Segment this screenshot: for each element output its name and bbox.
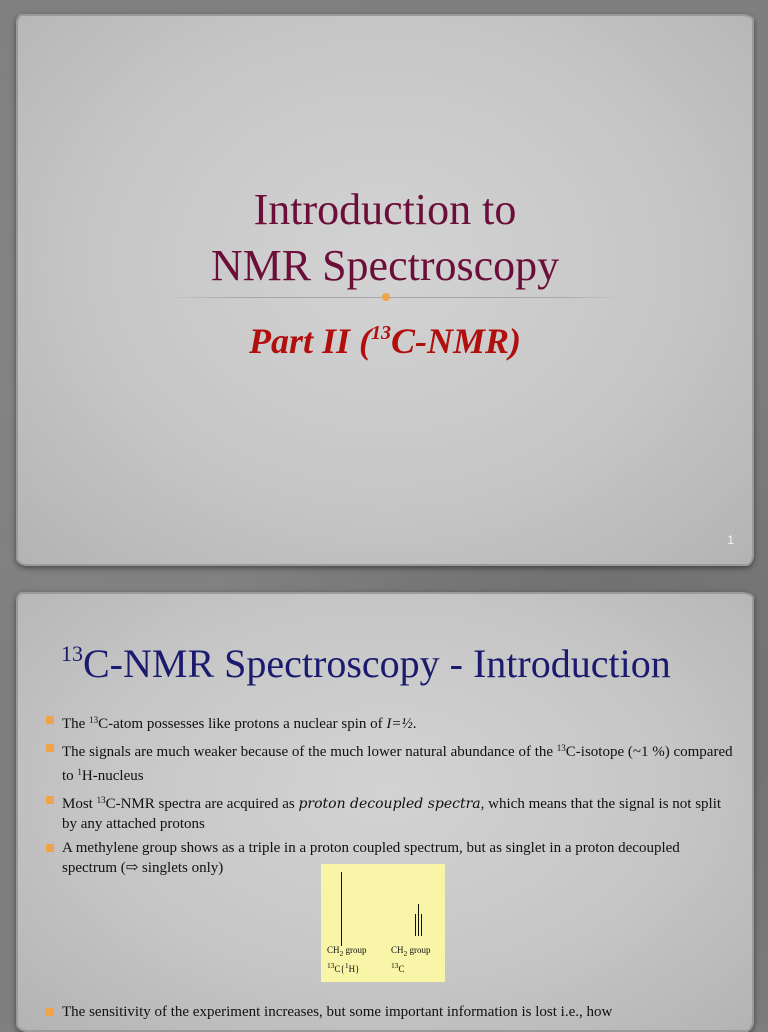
bullet-text: C-isotope (~1 %) compared to (62, 744, 733, 784)
triplet-peak-center (418, 904, 419, 936)
label-sub: 2 (403, 948, 408, 958)
title-sup: 13 (61, 641, 83, 666)
right-spectrum-label-1 (391, 944, 431, 960)
title-line-2: NMR Spectroscopy (210, 241, 560, 290)
bullet-text: The signals are much weaker because of the much lower natural abundance of the (62, 744, 557, 760)
slide-1 (16, 14, 754, 566)
slide-number: 1 (727, 533, 734, 547)
right-spectrum-label-2 (391, 960, 405, 975)
bullet-italic: proton decoupled spectra (298, 796, 481, 812)
bullet-text: C-NMR spectra are acquired as (105, 796, 299, 812)
bullet-list-2 (46, 1002, 746, 1026)
bullet-text: H-nucleus (81, 768, 144, 784)
label-sup: 13 (391, 961, 399, 970)
title-line-1: Introduction to (253, 185, 517, 234)
bullet-text: The sensitivity of the experiment increases, but some important information is lost i.e., how (62, 1004, 613, 1020)
bullet-item (46, 1002, 746, 1022)
bullet-sup: 13 (96, 795, 106, 805)
label-text: group (343, 945, 367, 955)
label-text: C{ (334, 964, 345, 974)
subtitle-sup: 13 (371, 322, 391, 344)
left-spectrum-label-1 (327, 944, 367, 960)
bullet-text: , which means that the signal is not split by any attached protons (62, 796, 722, 832)
triplet-peak-left (415, 914, 416, 936)
label-text: C (398, 964, 405, 974)
bullet-text: Most (62, 796, 97, 812)
title-text: C-NMR Spectroscopy - Introduction (83, 641, 671, 686)
label-text: H} (348, 964, 360, 974)
bullet-sup: 1 (77, 767, 82, 777)
label-text: group (407, 945, 431, 955)
label-text: CH (391, 945, 404, 955)
divider-dot (382, 293, 390, 301)
bullet-sup: 13 (89, 715, 99, 725)
bullet-text: C-atom possesses like protons a nuclear spin of (98, 716, 387, 732)
slide-1-subtitle (16, 320, 754, 362)
bullet-text: A methylene group shows as a triple in a proton coupled spectrum, but as singlet in a proton decoupled spectrum (⇨ singlets only) (62, 840, 680, 876)
left-spectrum-label-2 (327, 960, 359, 975)
slide-2 (16, 592, 754, 1032)
bullet-italic: I=½ (386, 716, 413, 732)
bullet-item (46, 790, 736, 834)
slide-1-title (16, 182, 754, 294)
label-sup: 13 (327, 961, 335, 970)
spectrum-figure (321, 864, 445, 982)
label-sup: 1 (344, 961, 349, 970)
bullet-list (46, 710, 736, 882)
slide-2-title (61, 640, 671, 687)
subtitle-pre: Part II ( (248, 321, 371, 361)
bullet-text: . (412, 716, 417, 732)
triplet-peak-right (421, 914, 422, 936)
label-text: CH (327, 945, 340, 955)
bullet-item (46, 710, 736, 734)
bullet-item (46, 738, 736, 786)
subtitle-post: C-NMR) (391, 321, 522, 361)
singlet-peak (341, 872, 342, 946)
label-sub: 2 (339, 948, 344, 958)
bullet-text: The (62, 716, 90, 732)
bullet-sup: 13 (556, 743, 566, 753)
title-divider (166, 297, 626, 298)
